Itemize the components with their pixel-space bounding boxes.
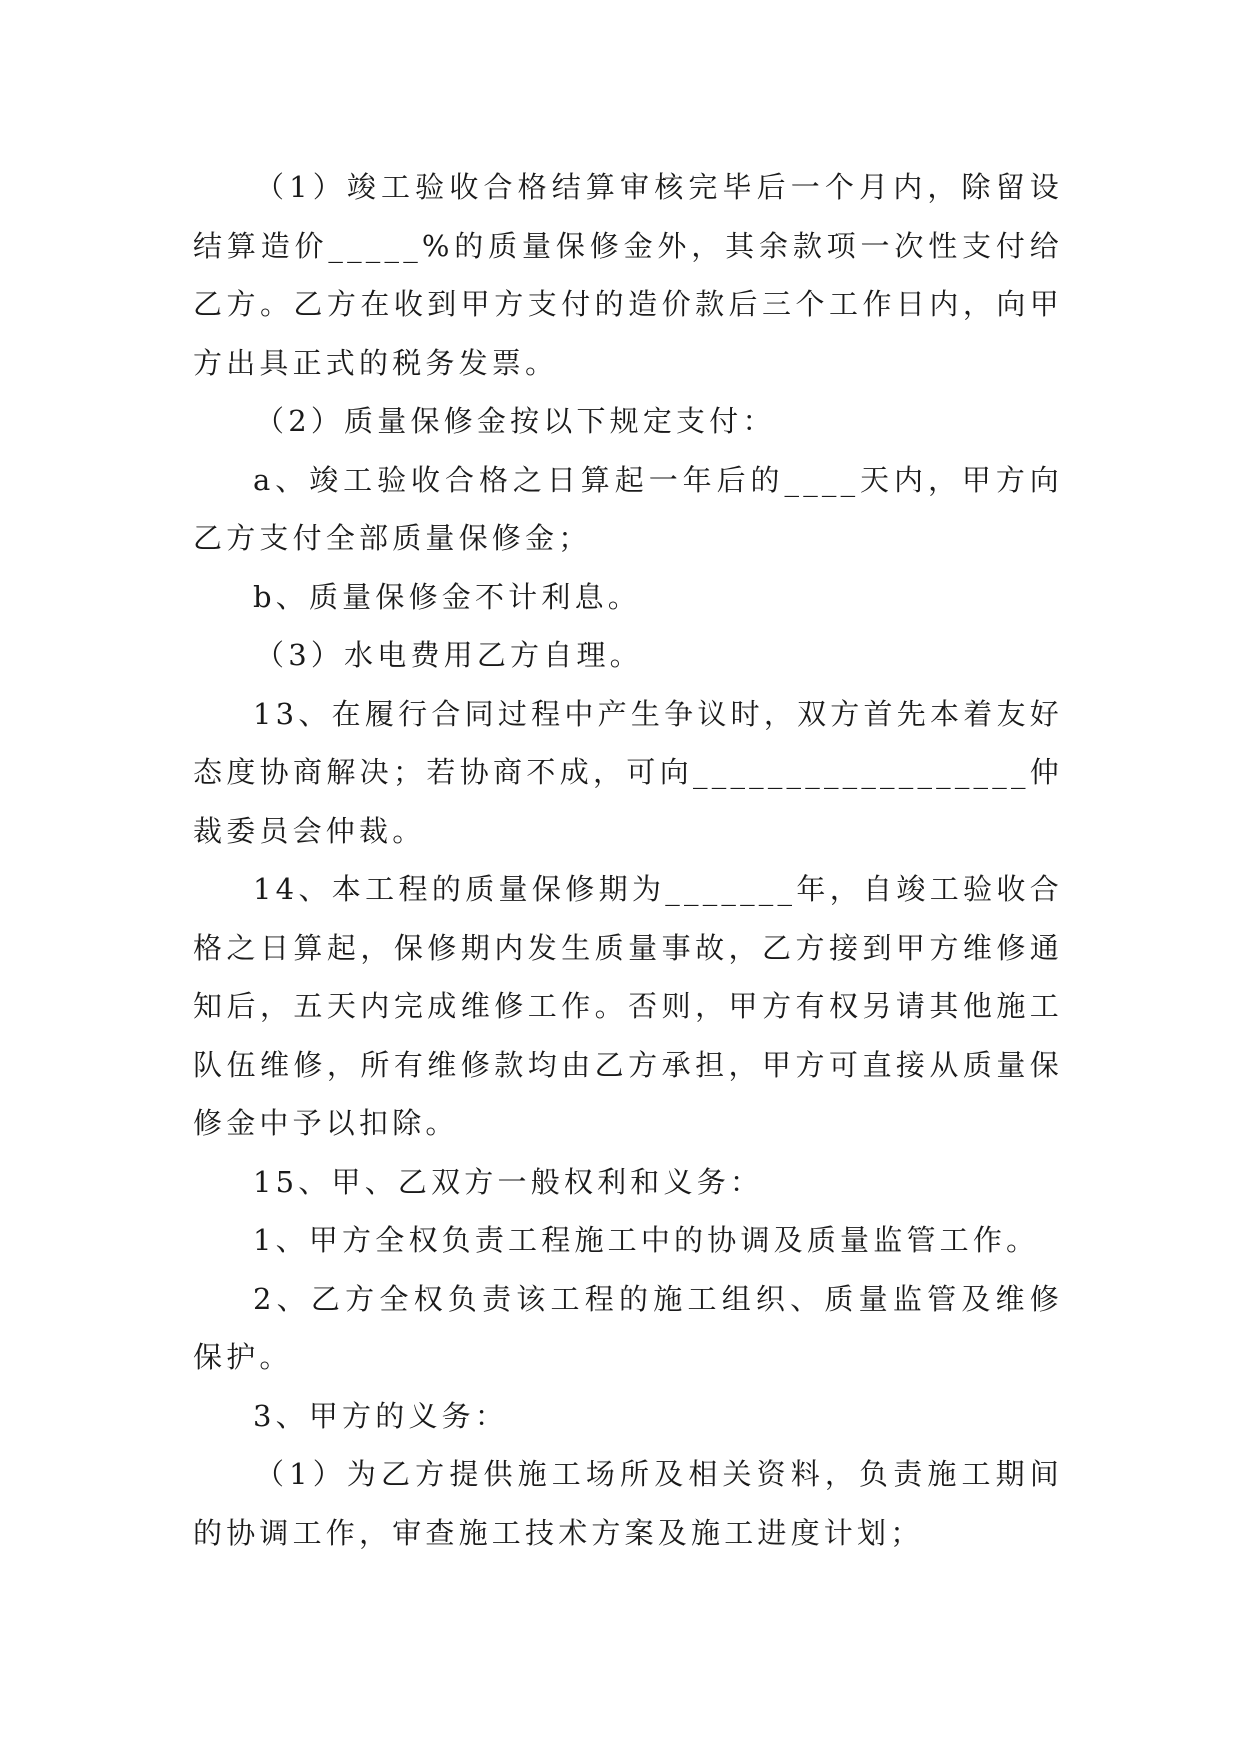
paragraph-clause-13: 13、在履行合同过程中产生争议时，双方首先本着友好态度协商解决；若协商不成，可向__________________仲裁委员会仲裁。	[193, 696, 1063, 848]
paragraph-item-a: a、竣工验收合格之日算起一年后的____天内，甲方向乙方支付全部质量保修金；	[193, 462, 1063, 555]
paragraph-warranty-payment: （2）质量保修金按以下规定支付：	[255, 404, 776, 438]
paragraph-party-a-duty-1: （1）为乙方提供施工场所及相关资料，负责施工期间的协调工作，审查施工技术方案及施工进度计划；	[193, 1457, 1063, 1550]
paragraph-right-1: 1、甲方全权负责工程施工中的协调及质量监管工作。	[253, 1223, 1040, 1257]
paragraph-right-3: 3、甲方的义务：	[253, 1398, 509, 1433]
paragraph-utilities: （3）水电费用乙方自理。	[255, 638, 643, 672]
paragraph-payment-settlement: （1）竣工验收合格结算审核完毕后一个月内，除留设结算造价_____%的质量保修金外，其余款项一次性支付给乙方。乙方在收到甲方支付的造价款后三个工作日内，向甲方出具正式的税务发票。	[193, 170, 1063, 380]
paragraph-item-b: b、质量保修金不计利息。	[253, 579, 641, 614]
paragraph-clause-14: 14、本工程的质量保修期为_______年，自竣工验收合格之日算起，保修期内发生质量事故，乙方接到甲方维修通知后，五天内完成维修工作。否则，甲方有权另请其他施工队伍维修，所有维修款均由乙方承担，甲方可直接从质量保修金中予以扣除。	[193, 872, 1063, 1140]
paragraph-clause-15: 15、甲、乙双方一般权利和义务：	[253, 1164, 764, 1199]
document-body	[193, 158, 1063, 1562]
paragraph-right-2: 2、乙方全权负责该工程的施工组织、质量监管及维修保护。	[193, 1281, 1063, 1374]
